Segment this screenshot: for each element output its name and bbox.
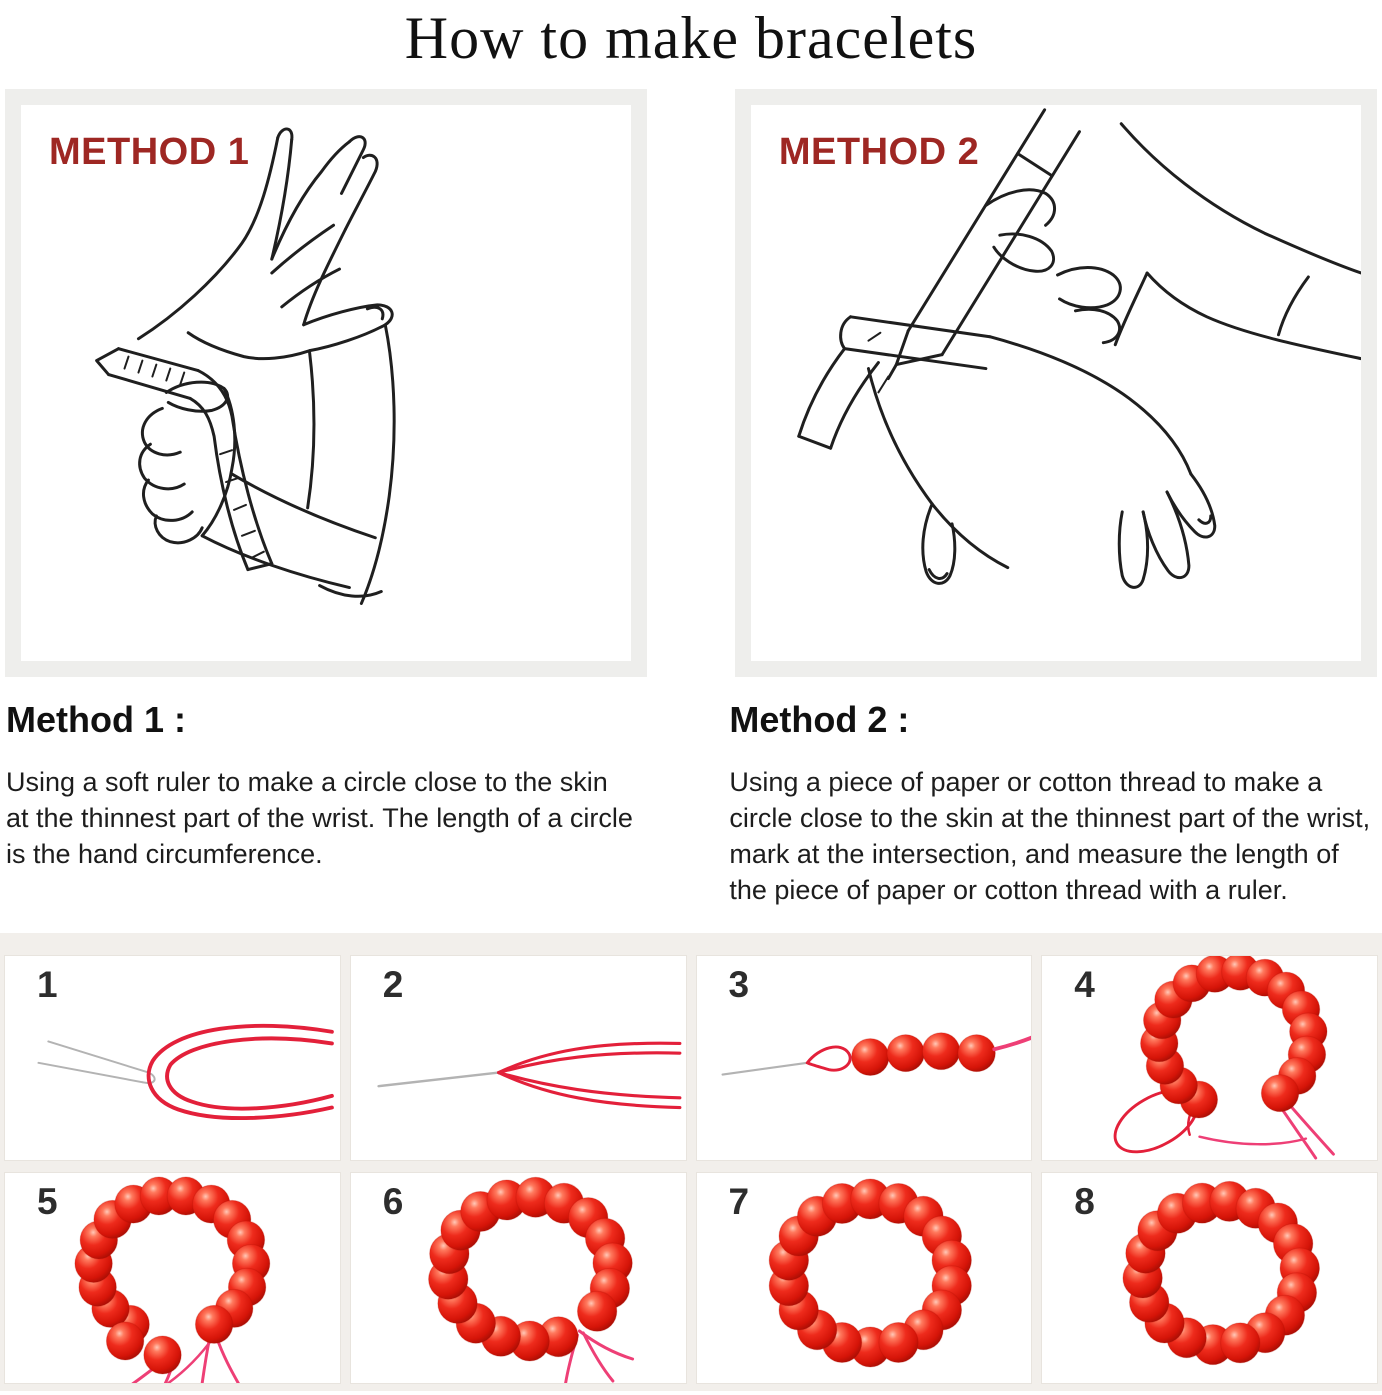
step-number: 4 bbox=[1074, 963, 1095, 1005]
step-5-cell bbox=[4, 1172, 341, 1384]
bead-ring bbox=[1141, 956, 1327, 1118]
method2-panel-label: METHOD 2 bbox=[778, 131, 980, 173]
step-1-cell bbox=[4, 955, 341, 1161]
folded-cord-icon bbox=[149, 1025, 332, 1117]
step-number: 8 bbox=[1074, 1180, 1095, 1222]
marked-hand-drawing bbox=[868, 337, 1214, 588]
bead-ring bbox=[428, 1177, 632, 1361]
bead-ring bbox=[1123, 1181, 1320, 1364]
cord-loop-icon bbox=[807, 1047, 850, 1070]
wrist-marking-pen-illustration bbox=[751, 105, 1361, 661]
step-2-cell bbox=[350, 955, 687, 1161]
step-7-cell bbox=[696, 1172, 1033, 1384]
pen-holding-hand-drawing bbox=[986, 124, 1361, 359]
needle-icon bbox=[722, 1062, 807, 1074]
wrist-measuring-tape-illustration bbox=[21, 105, 631, 661]
method1-panel-label: METHOD 1 bbox=[49, 131, 250, 173]
step-number: 7 bbox=[728, 1180, 750, 1222]
cord-end-icon bbox=[994, 1037, 1031, 1049]
method-descriptions bbox=[0, 691, 1382, 909]
method2-text-block bbox=[729, 691, 1376, 909]
needle-icon bbox=[378, 1072, 498, 1086]
method2-panel bbox=[735, 89, 1377, 677]
step-4-cell bbox=[1041, 955, 1378, 1161]
bead-row bbox=[851, 1032, 995, 1075]
step-3-cell bbox=[696, 955, 1033, 1161]
bead-ring bbox=[75, 1177, 270, 1343]
step-6-cell bbox=[350, 1172, 687, 1384]
method1-panel bbox=[5, 89, 647, 677]
bead-ring bbox=[769, 1179, 971, 1367]
step-number: 2 bbox=[382, 963, 404, 1005]
method1-heading: Method 1 : bbox=[6, 699, 186, 740]
paper-strip-drawing bbox=[799, 317, 990, 448]
threaded-cord-icon bbox=[498, 1043, 679, 1107]
step-number: 3 bbox=[728, 963, 750, 1005]
page-header bbox=[0, 0, 1382, 73]
method2-description: Using a piece of paper or cotton thread to make a circle close to the skin at the thinnest part of the wrist, mark at the intersection, and measure the length of the piece of paper or cotton thread with a ruler. bbox=[729, 767, 1371, 905]
method1-text-block bbox=[6, 691, 633, 909]
steps-grid bbox=[0, 933, 1382, 1391]
step-number: 1 bbox=[37, 963, 58, 1005]
step-number: 5 bbox=[37, 1180, 58, 1222]
needle-icon bbox=[38, 1041, 154, 1083]
gripping-fist-drawing bbox=[140, 382, 376, 587]
step-8-cell bbox=[1041, 1172, 1378, 1384]
soft-ruler-drawing bbox=[97, 349, 272, 570]
method1-description: Using a soft ruler to make a circle close to the skin at the thinnest part of the wrist. The length of a circle is the hand circumference. bbox=[6, 767, 633, 869]
method1-panel-body bbox=[21, 105, 631, 661]
page-title: How to make bracelets bbox=[404, 5, 978, 71]
method2-heading: Method 2 : bbox=[729, 699, 910, 740]
step-number: 6 bbox=[382, 1180, 404, 1222]
method2-panel-body bbox=[751, 105, 1361, 661]
method-panels bbox=[0, 89, 1382, 677]
